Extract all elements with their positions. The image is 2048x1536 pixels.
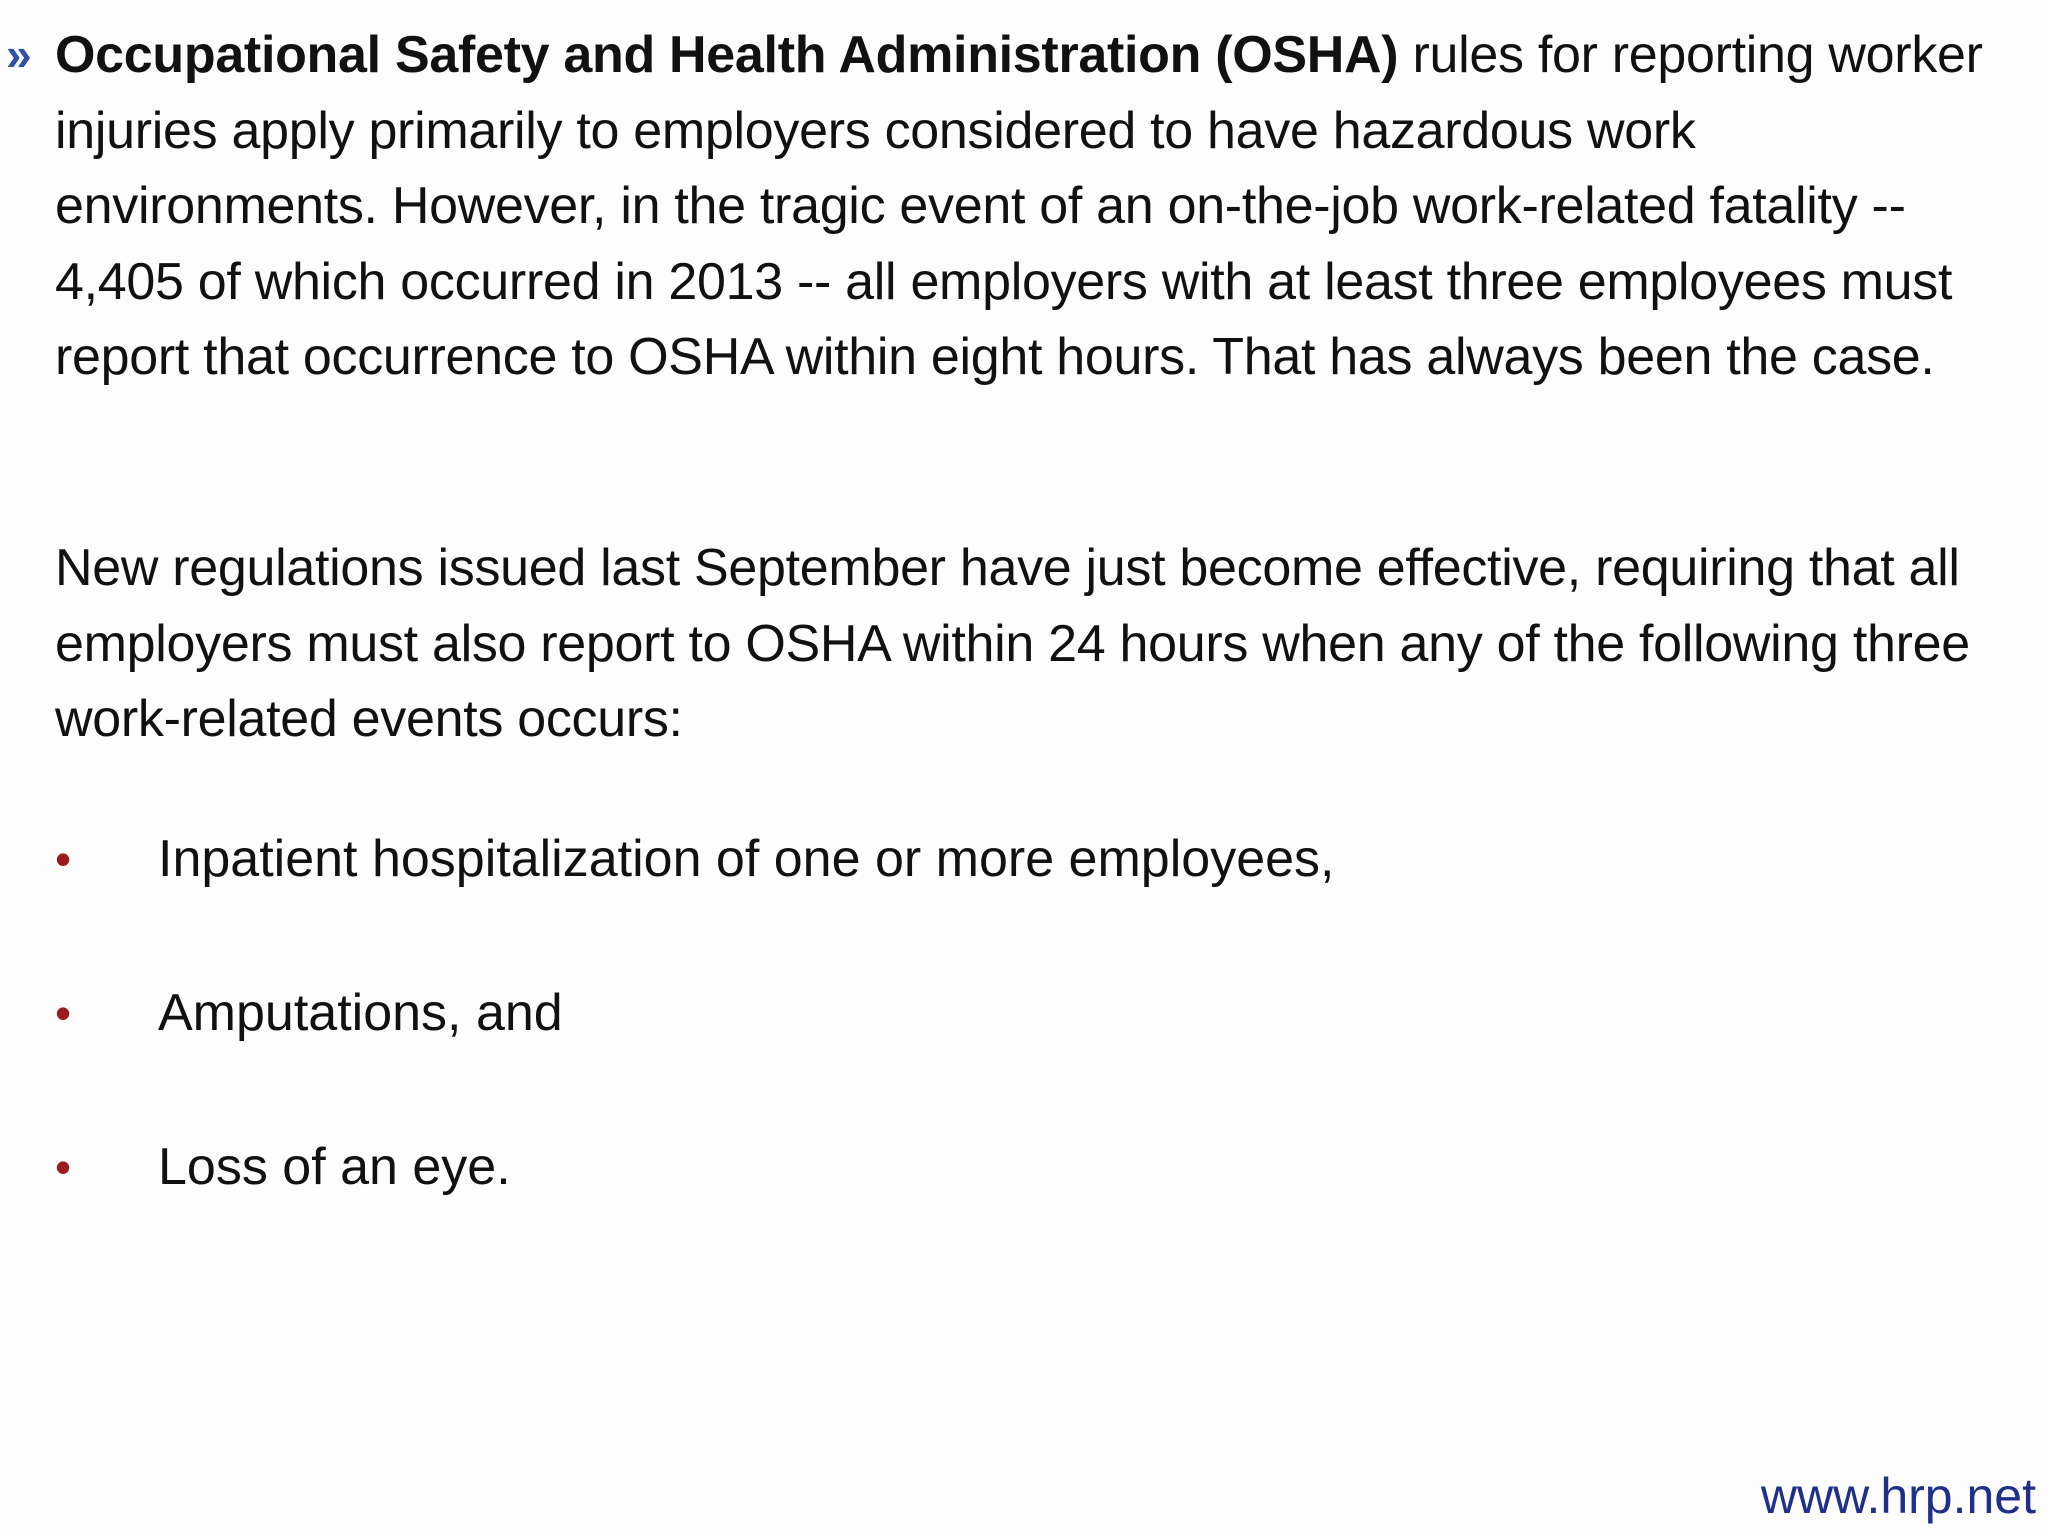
osha-bold-heading: Occupational Safety and Health Administration (OSHA) [55,26,1399,84]
footer-website-url: www.hrp.net [1760,1468,2036,1524]
bullet-dot-icon: • [55,987,72,1039]
bullet-text: Loss of an eye. [158,1138,511,1196]
bullet-dot-icon: • [55,1141,72,1193]
intro-paragraph [55,18,2015,396]
bullet-text: Amputations, and [158,984,563,1042]
regulations-paragraph: New regulations issued last September have just become effective, requiring that all employers must also report to OSHA within 24 hours when any of the following three work-related events occurs: [55,539,1970,748]
bullet-dot-icon: • [55,833,72,885]
intro-paragraph-text: rules for reporting worker injuries apply primarily to employers considered to have hazardous work environments. However, in the tragic event of an on-the-job work-related fatality -- 4,405 of which occurred in 2013 -- all employers with at least three employees must report that occurrence to OSHA within eight hours. That has always been the case. [55,26,1983,386]
chevron-marker-icon: » [6,28,32,80]
bullet-text: Inpatient hospitalization of one or more employees, [158,830,1335,888]
